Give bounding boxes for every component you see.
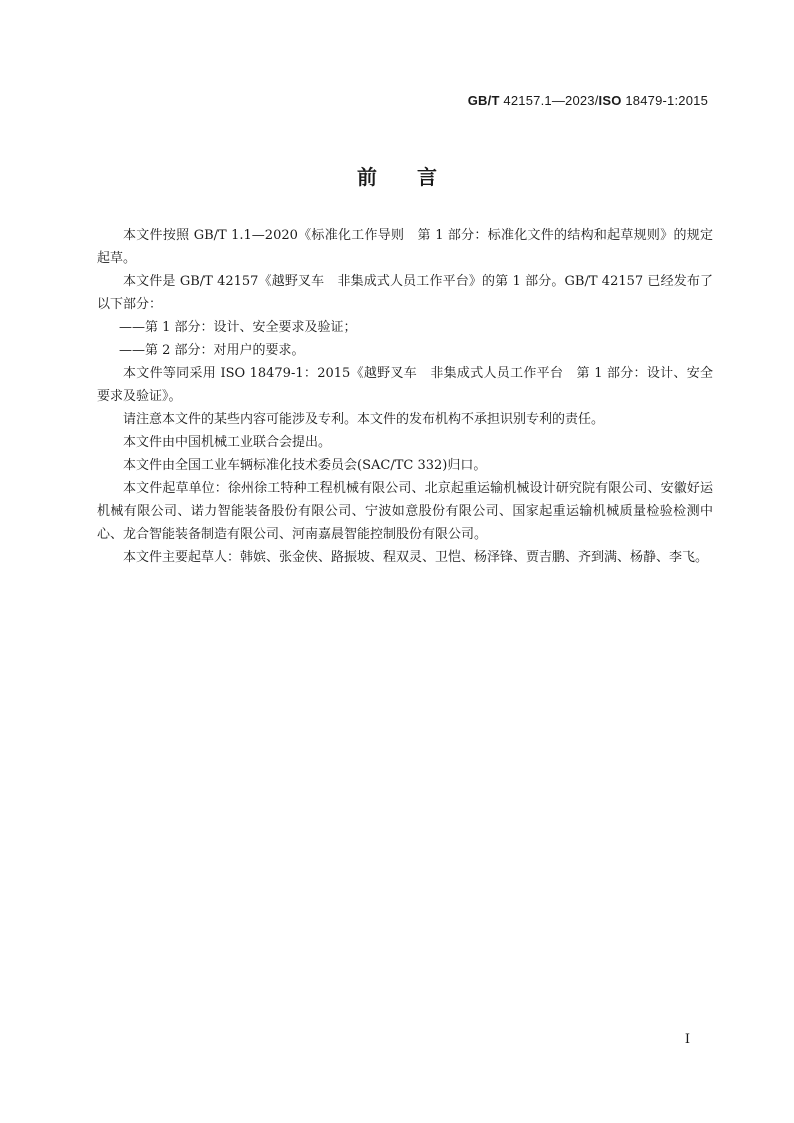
paragraph-drafting-organizations: 本文件起草单位：徐州徐工特种工程机械有限公司、北京起重运输机械设计研究院有限公司、安徽好运机械有限公司、诺力智能装备股份有限公司、宁波如意股份有限公司、国家起重运输机械质量检验检测中心、龙合智能装备制造有限公司、河南嘉晨智能控制股份有限公司。 bbox=[97, 481, 713, 542]
list-item-part-2: ——第 2 部分：对用户的要求。 bbox=[119, 343, 305, 358]
standard-code-rest: 42157.1—2023/ bbox=[499, 93, 599, 108]
page-number: I bbox=[684, 1032, 690, 1047]
paragraph-series-parts: 本文件是 GB/T 42157《越野叉车 非集成式人员工作平台》的第 1 部分。GB/T 42157 已经发布了以下部分： bbox=[97, 274, 713, 312]
paragraph-technical-committee: 本文件由全国工业车辆标准化技术委员会(SAC/TC 332)归口。 bbox=[123, 458, 487, 473]
paragraph-proposed-by: 本文件由中国机械工业联合会提出。 bbox=[123, 435, 332, 450]
title-char-2: 言 bbox=[417, 165, 437, 189]
iso-code-rest: 18479-1:2015 bbox=[621, 93, 708, 108]
paragraph-drafting-rules: 本文件按照 GB/T 1.1—2020《标准化工作导则 第 1 部分：标准化文件的结构和起草规则》的规定起草。 bbox=[97, 228, 713, 266]
paragraph-drafters: 本文件主要起草人：韩嫔、张金侠、路振坡、程双灵、卫恺、杨泽锋、贾吉鹏、齐到满、杨静、李飞。 bbox=[123, 550, 709, 565]
page-title bbox=[0, 161, 794, 190]
paragraph-iso-adoption: 本文件等同采用 ISO 18479-1：2015《越野叉车 非集成式人员工作平台 第 1 部分：设计、安全要求及验证》。 bbox=[97, 366, 713, 404]
paragraph-patent-notice: 请注意本文件的某些内容可能涉及专利。本文件的发布机构不承担识别专利的责任。 bbox=[123, 412, 605, 427]
iso-code-bold: ISO bbox=[598, 93, 622, 108]
standard-number-header bbox=[468, 93, 708, 108]
standard-code-bold: GB/T bbox=[467, 93, 500, 108]
list-item-part-1: ——第 1 部分：设计、安全要求及验证； bbox=[119, 320, 357, 335]
title-char-1: 前 bbox=[357, 165, 377, 189]
foreword-body bbox=[97, 224, 713, 569]
